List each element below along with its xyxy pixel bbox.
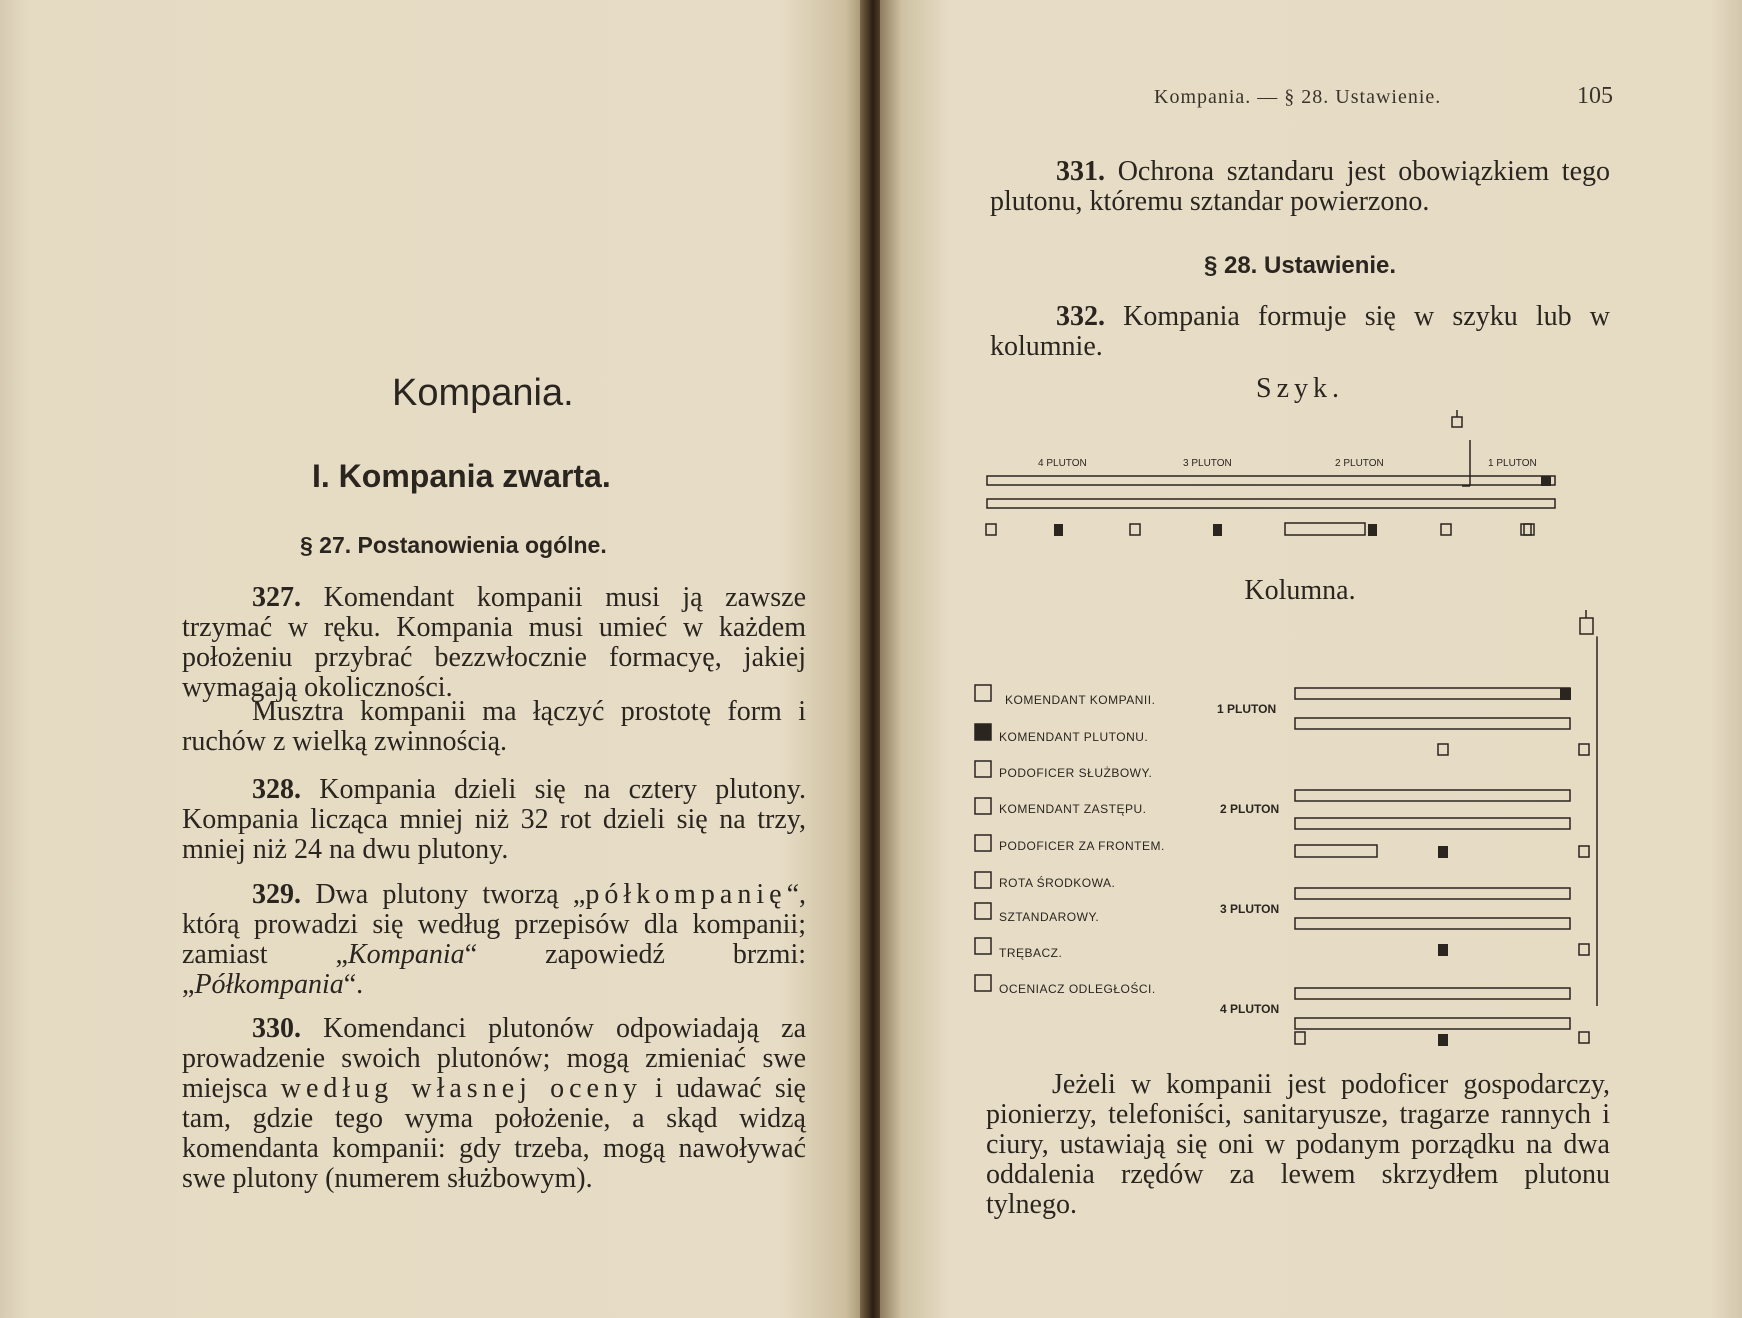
paragraph-number: 328. — [252, 774, 301, 805]
right-page — [880, 0, 1742, 1318]
paragraph-330 — [182, 1014, 806, 1194]
paragraph-text: Kompania dzieli się na cztery plutony. Kompania licząca mniej niż 32 rot dzieli się na trzy, mniej niż 24 na dwu plutony. — [182, 774, 806, 865]
szyk-label-3: 3 PLUTON — [1183, 458, 1232, 469]
col-label-2: 2 PLUTON — [1220, 802, 1280, 816]
legend-komendant-plutonu: KOMENDANT PLUTONU. — [999, 730, 1149, 744]
paragraph-number: 332. — [1056, 301, 1105, 332]
col-label-3: 3 PLUTON — [1220, 902, 1280, 916]
text-fragment: Dwa plutony tworzą „ — [315, 879, 586, 910]
paragraph-number: 329. — [252, 879, 301, 910]
paragraph-text: Ochrona sztandaru jest obowiązkiem tego plutonu, któremu sztandar powierzono. — [990, 156, 1611, 217]
section-heading: § 28. Ustawienie. — [1203, 252, 1397, 279]
paragraph-number: 331. — [1056, 156, 1105, 187]
paragraph-number: 327. — [252, 582, 301, 613]
company-commander-symbol — [1452, 417, 1462, 427]
page-number: 105 — [1577, 83, 1613, 109]
spaced-term: półkompanię — [585, 879, 787, 910]
szyk-label-4: 4 PLUTON — [1038, 458, 1087, 469]
paragraph-329 — [182, 880, 806, 1000]
italic-term: Kompania — [348, 939, 465, 970]
col-label-4: 4 PLUTON — [1220, 1002, 1280, 1016]
paragraph-327 — [182, 583, 806, 703]
legend-oceniacz: OCENIACZ ODLEGŁOŚCI. — [999, 982, 1156, 996]
paragraph-text: Musztra kompanii ma łączyć prostotę form i ruchów z wielką zwinnością. — [182, 696, 806, 757]
paragraph-text: Komendant kompanii musi ją zawsze trzymać w ręku. Kompania musi umieć w każdem położeniu przybrać bezzwłocznie formacyę, jakiej wymagają okoliczności. — [182, 582, 807, 703]
left-page — [0, 0, 868, 1318]
section-heading: § 27. Postanowienia ogólne. — [300, 532, 607, 558]
kolumna-title: Kolumna. — [1244, 575, 1356, 606]
running-head: Kompania. — § 28. Ustawienie. — [1154, 86, 1442, 108]
paragraph-number: 330. — [252, 1013, 301, 1044]
paragraph-text: Jeżeli w kompanii jest podoficer gospodarczy, pionierzy, telefoniści, sanitaryusze, tragarze rannych i ciury, ustawiają się oni w podanym porządku na dwa oddalenia rzędów za lewem skrzydłem plutonu tylnego. — [986, 1069, 1610, 1220]
legend-komendant-kompanii: KOMENDANT KOMPANII. — [1005, 693, 1156, 707]
paragraph-text: Kompania formuje się w szyku lub w kolumnie. — [990, 301, 1610, 362]
legend-rota-srodkowa: ROTA ŚRODKOWA. — [999, 876, 1116, 890]
legend-podoficer-sluzbowy: PODOFICER SŁUŻBOWY. — [999, 766, 1153, 780]
spaced-term: według własnej oceny — [280, 1073, 642, 1104]
szyk-title: Szyk. — [1256, 373, 1344, 404]
closing-paragraph — [986, 1070, 1610, 1220]
legend-trebacz: TRĘBACZ. — [999, 946, 1063, 960]
platoon-commander-symbol — [1541, 476, 1551, 486]
text-fragment: Komendanci plutonów odpowiadają za prowadzenie swoich plutonów; mogą zmieniać swe miejsca — [182, 1013, 806, 1104]
paragraph-328 — [182, 775, 806, 865]
page-title: Kompania. — [392, 372, 574, 414]
text-fragment: “. — [343, 969, 364, 1000]
italic-term: Półkompania — [194, 969, 344, 1000]
text-fragment: “, którą prowadzi się według przepisów dla kompanii; zamiast „ — [182, 879, 806, 970]
legend-komendant-zastepu: KOMENDANT ZASTĘPU. — [999, 802, 1147, 816]
legend-sztandarowy: SZTANDAROWY. — [999, 910, 1100, 924]
szyk-label-1: 1 PLUTON — [1488, 458, 1537, 469]
chapter-heading: I. Kompania zwarta. — [312, 458, 611, 494]
text-fragment: “ zapowiedź brzmi: „ — [182, 939, 806, 1000]
paragraph-327b — [182, 697, 806, 757]
szyk-diagram — [880, 410, 1742, 530]
text-fragment: i udawać się tam, gdzie tego wyma położenie, a skąd widzą komendanta kompanii: gdy trzeba, mogą nawoływać swe plutony (numerem służbowym). — [182, 1073, 806, 1194]
kolumna-diagram — [880, 610, 1742, 1050]
szyk-label-2: 2 PLUTON — [1335, 458, 1384, 469]
legend-podoficer-za-frontem: PODOFICER ZA FRONTEM. — [999, 839, 1165, 853]
paragraph-331 — [990, 157, 1610, 217]
paragraph-332 — [990, 302, 1610, 362]
col-label-1: 1 PLUTON — [1217, 702, 1277, 716]
